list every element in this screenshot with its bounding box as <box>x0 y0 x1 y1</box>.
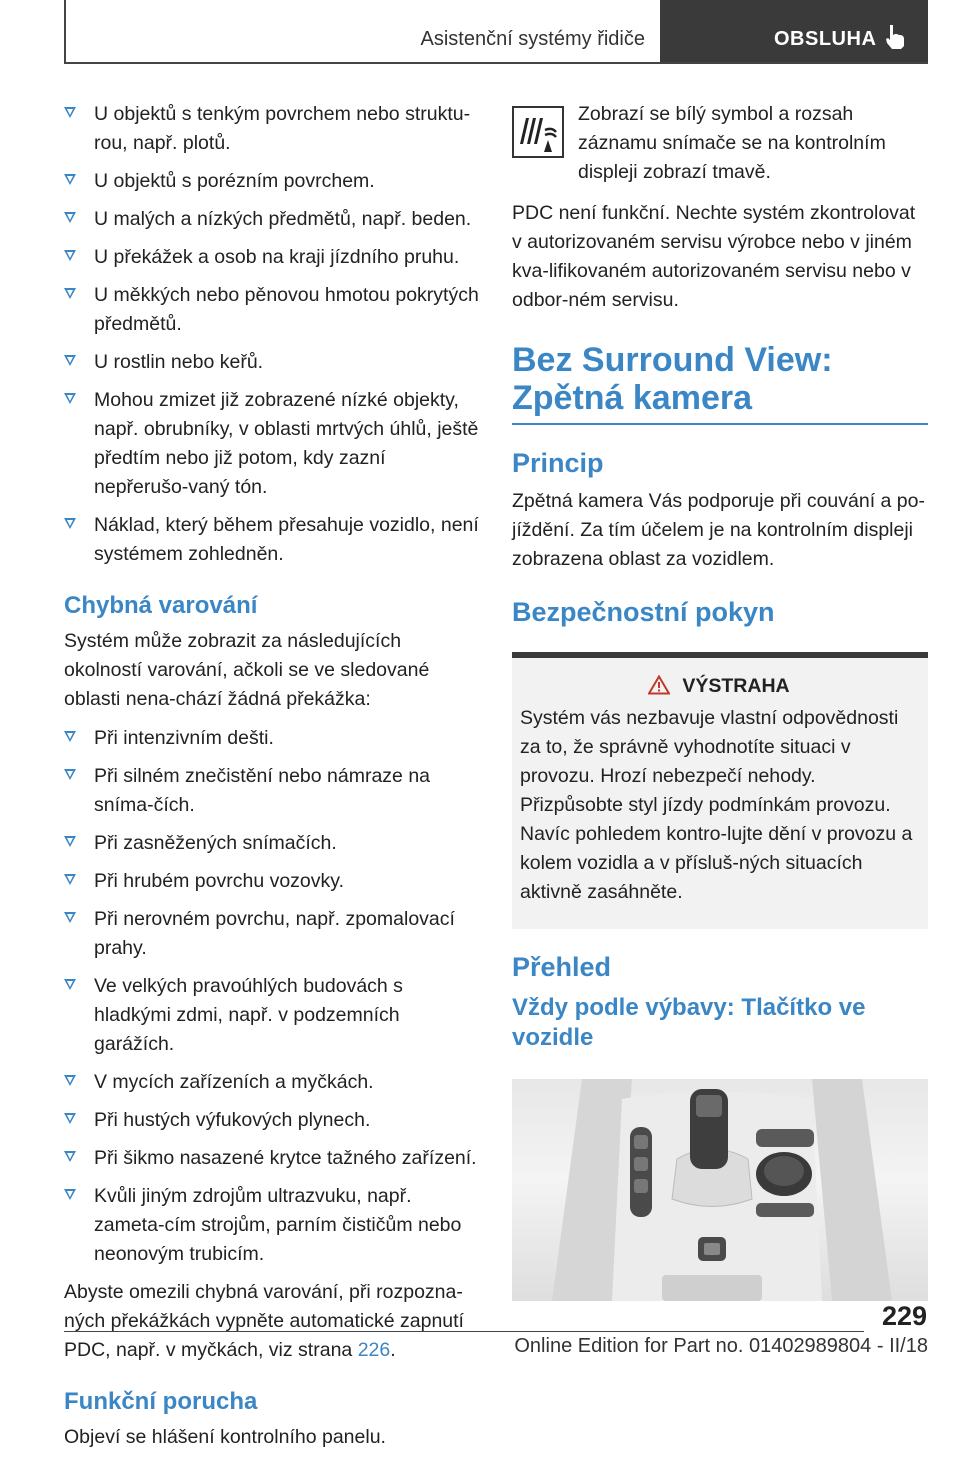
bullet-triangle-icon <box>64 836 76 847</box>
paragraph-principle: Zpětná kamera Vás podporuje při couvání a po-jíždění. Za tím účelem je na kontrolním displeji zobrazena oblast za vozidlem. <box>512 490 925 570</box>
heading-malfunction: Funkční porucha <box>64 1388 258 1415</box>
paragraph-pdc-not-functional: PDC není funkční. Nechte systém zkontrolovat v autorizovaném servisu výrobce nebo v jiném kva-lifikovaném autorizovaném servisu nebo v odbor-ném servisu. <box>512 202 916 311</box>
center-console-photo <box>512 1079 928 1301</box>
list-item: Při zasněžených snímačích. <box>64 829 484 858</box>
bullet-triangle-icon <box>64 212 76 223</box>
list-item: Při silném znečistění nebo námraze na sníma-čích. <box>64 762 484 820</box>
bullet-triangle-icon <box>64 1113 76 1124</box>
heading-rear-camera: Bez Surround View: Zpětná kamera <box>512 341 833 417</box>
bullet-triangle-icon <box>64 355 76 366</box>
bullet-triangle-icon <box>64 1189 76 1200</box>
heading-principle: Princip <box>512 448 604 478</box>
list-item: Ve velkých pravoúhlých budovách s hladkými zdmi, např. v podzemních garážích. <box>64 972 484 1059</box>
pdc-symbol <box>512 106 564 158</box>
symbol-description: Zobrazí se bílý symbol a rozsah záznamu snímače se na kontrolním displeji zobrazí tmavě. <box>578 103 886 183</box>
footer-rule <box>64 1331 864 1332</box>
heading-button-in-vehicle: Vždy podle výbavy: Tlačítko ve vozidle <box>512 994 866 1051</box>
edition-footer: Online Edition for Part no. 01402989804 - II/18 <box>514 1335 928 1357</box>
list-item: U překážek a osob na kraji jízdního pruhu. <box>64 243 484 272</box>
list-item: Při intenzivním dešti. <box>64 724 484 753</box>
heading-false-warnings: Chybná varování <box>64 592 258 619</box>
heading-safety-note: Bezpečnostní pokyn <box>512 597 775 627</box>
list-item: U objektů s porézním povrchem. <box>64 167 484 196</box>
false-warnings-list <box>64 724 484 1269</box>
list-item: Při šikmo nasazené krytce tažného zařízení. <box>64 1144 484 1173</box>
console-illustration <box>512 1079 928 1301</box>
parking-sensor-icon <box>514 108 562 156</box>
section-label: OBSLUHA <box>774 28 877 50</box>
warning-title: VÝSTRAHA <box>520 672 918 700</box>
list-item: V mycích zařízeních a myčkách. <box>64 1068 484 1097</box>
left-column <box>64 100 484 1462</box>
list-item: Při hrubém povrchu vozovky. <box>64 867 484 896</box>
list-item: Mohou zmizet již zobrazené nízké objekty, např. obrubníky, v oblasti mrtvých úhlů, ještě předtím nebo již potom, kdy zazní nepřerušo-vaný tón. <box>64 386 484 502</box>
bullet-triangle-icon <box>64 1075 76 1086</box>
bullet-triangle-icon <box>64 174 76 185</box>
list-item: Kvůli jiným zdrojům ultrazvuku, např. zameta-cím strojům, parním čističům nebo neonovým trubicím. <box>64 1182 484 1269</box>
page-number: 229 <box>881 1301 927 1331</box>
bullet-triangle-icon <box>64 979 76 990</box>
chapter-title: Asistenční systémy řidiče <box>420 28 645 50</box>
symbol-row <box>512 100 928 187</box>
section-tab[interactable] <box>660 0 928 62</box>
bullet-triangle-icon <box>64 393 76 404</box>
list-item: U objektů s tenkým povrchem nebo struktu-rou, např. plotů. <box>64 100 484 158</box>
bullet-triangle-icon <box>64 250 76 261</box>
list-item: Při nerovném povrchu, např. zpomalovací prahy. <box>64 905 484 963</box>
paragraph-avoid-warnings: Abyste omezili chybná varování, při rozpozna-ných překážkách vypněte automatické zapnutí PDC, např. v myčkách, viz strana 226. <box>64 1281 464 1361</box>
warning-text: Systém vás nezbavuje vlastní odpovědnosti za to, že správně vyhodnotíte situaci v provozu. Hrozí nebezpečí nehody. Přizpůsobte styl jízdy podmínkám provozu. Navíc pohledem kontro-lujte dění v provozu a kolem vozidla a v přísluš-ných situacích aktivně zasáhněte. <box>520 707 913 903</box>
page-link-226[interactable]: 226 <box>357 1339 391 1361</box>
heading-overview: Přehled <box>512 952 612 982</box>
paragraph-false-warnings: Systém může zobrazit za následujících okolností varování, ačkoli se ve sledované oblasti nena-chází žádná překážka: <box>64 630 430 710</box>
bullet-triangle-icon <box>64 912 76 923</box>
warning-box <box>512 652 928 929</box>
list-item: U rostlin nebo keřů. <box>64 348 484 377</box>
paragraph-malfunction: Objeví se hlášení kontrolního panelu. <box>64 1426 386 1448</box>
bullet-triangle-icon <box>64 731 76 742</box>
pointing-hand-icon <box>884 24 906 50</box>
heading-rule <box>512 423 928 425</box>
warning-triangle-icon <box>648 675 670 695</box>
list-item: U měkkých nebo pěnovou hmotou pokrytých předmětů. <box>64 281 484 339</box>
bullet-triangle-icon <box>64 107 76 118</box>
bullet-triangle-icon <box>64 874 76 885</box>
list-item: Při hustých výfukových plynech. <box>64 1106 484 1135</box>
list-item: U malých a nízkých předmětů, např. beden. <box>64 205 484 234</box>
page-header <box>64 0 928 64</box>
right-column <box>512 100 928 1301</box>
bullet-triangle-icon <box>64 518 76 529</box>
bullet-triangle-icon <box>64 288 76 299</box>
bullet-triangle-icon <box>64 1151 76 1162</box>
limits-list <box>64 100 484 569</box>
list-item: Náklad, který během přesahuje vozidlo, není systémem zohledněn. <box>64 511 484 569</box>
bullet-triangle-icon <box>64 769 76 780</box>
